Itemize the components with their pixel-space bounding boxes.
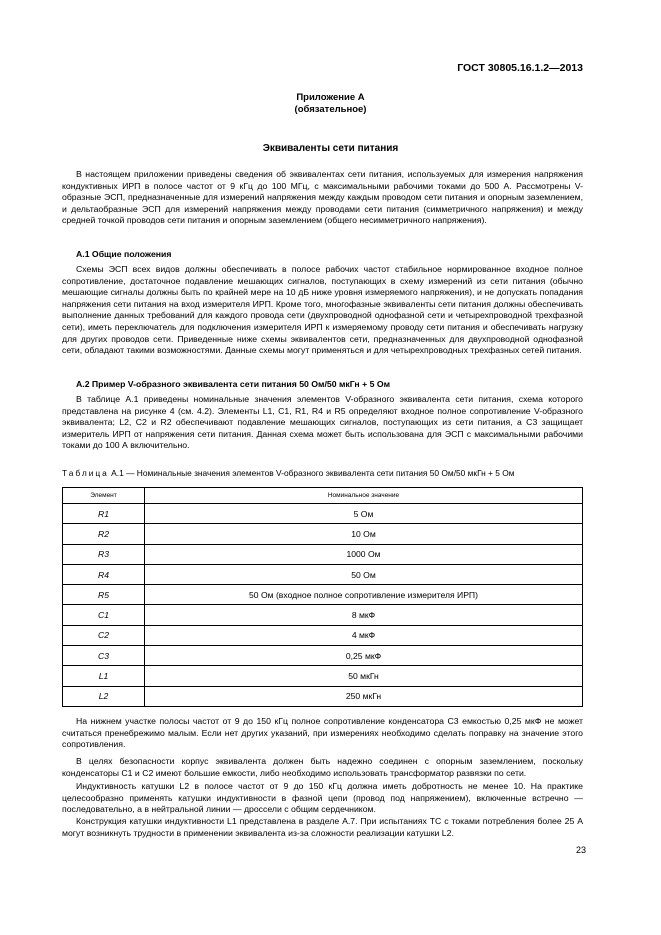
element-cell: C1 bbox=[63, 605, 145, 625]
value-cell: 50 Ом (входное полное сопротивление измерителя ИРП) bbox=[145, 585, 583, 605]
table-row bbox=[63, 564, 583, 584]
appendix-subtitle: (обязательное) bbox=[294, 104, 367, 115]
note-c3-paragraph: На нижнем участке полосы частот от 9 до 150 кГц полное сопротивление конденсатора C3 емкостью 0,25 мкФ не может считаться пренебрежимо малым. Если нет других указаний, при измерениях необходимо сделать поправку на значение этого сопротивления. bbox=[62, 716, 583, 750]
table-row bbox=[63, 646, 583, 666]
l1-paragraph: Конструкция катушки индуктивности L1 представлена в разделе А.7. При испытаниях ТС с токами потребления более 25 А могут возникнуть трудности в применении эквивалента из-за сложности реализации катушки L2. bbox=[62, 816, 583, 838]
value-cell: 8 мкФ bbox=[145, 605, 583, 625]
a1-paragraph: Схемы ЭСП всех видов должны обеспечивать в полосе рабочих частот стабильное нормированное входное полное сопротивление, достаточное подавление мешающих сигналов, поступающих в схему измерений из сети питания (обычно мешающие сигналы должны быть по крайней мере на 10 дБ ниже уровня измеряемого напряжения), и не допускать попадания напряжения сети питания на вход измерителя ИРП. Кроме того, многофазные эквиваленты сети питания должны обеспечивать выполнение данных требований для каждого провода сети (двухпроводной однофазной сети и четырехпроводной трехфазной сети), иметь переключатель для подключения измерителя ИРП к измеряемому проводу сети питания и обеспечивать нагрузку для других проводов сети. Приведенные ниже схемы эквивалентов сети, предназначенных для двухпроводной однофазной сети, обладают такими возможностями. Данные схемы могут применяться и для четырехпроводных трехфазных сетей питания. bbox=[62, 264, 583, 356]
header-value: Номинальное значение bbox=[145, 488, 583, 504]
value-cell: 50 Ом bbox=[145, 564, 583, 584]
header-element: Элемент bbox=[63, 488, 145, 504]
table-row bbox=[63, 524, 583, 544]
value-cell: 1000 Ом bbox=[145, 544, 583, 564]
table-row bbox=[63, 666, 583, 686]
value-cell: 5 Ом bbox=[145, 504, 583, 524]
a1-heading: А.1 Общие положения bbox=[76, 249, 172, 259]
value-cell: 250 мкГн bbox=[145, 686, 583, 706]
a2-paragraph: В таблице А.1 приведены номинальные значения элементов V-образного эквивалента сети питания, схема которого представлена на рисунке 4 (см. 4.2). Элементы L1, C1, R1, R4 и R5 определяют входное полное сопротивление V-образного эквивалента; L2, C2 и R2 обеспечивают подавление мешающих сигналов, поступающих из сети питания, а C3 защищает измеритель ИРП от напряжения сети питания. Данная схема может быть использована для ЭСП с максимальными рабочими токами до 100 А включительно. bbox=[62, 394, 583, 451]
table-caption-prefix: Таблица bbox=[62, 468, 109, 478]
element-cell: R1 bbox=[63, 504, 145, 524]
table-header-row bbox=[63, 488, 583, 504]
page-number: 23 bbox=[575, 845, 586, 855]
safety-paragraph: В целях безопасности корпус эквивалента должен быть надежно соединен с опорным заземлением, поскольку конденсаторы C1 и C2 имеют большие емкости, либо необходимо использовать трансформатор развязки по сети. bbox=[62, 756, 583, 778]
standard-number: ГОСТ 30805.16.1.2—2013 bbox=[457, 62, 583, 74]
table-row bbox=[63, 605, 583, 625]
section-title: Эквиваленты сети питания bbox=[262, 143, 399, 154]
value-cell: 0,25 мкФ bbox=[145, 646, 583, 666]
intro-paragraph: В настоящем приложении приведены сведения об эквивалентах сети питания, используемых для измерения напряжения кондуктивных ИРП в полосе частот от 9 кГц до 100 МГц, с максимальными рабочими токами до 500 А. Рассмотрены V-образные ЭСП, предназначенные для измерений напряжения между каждым проводом сети питания и опорным заземлением, и дельтаобразные ЭСП для измерений напряжения между проводами сети питания (симметричного напряжения) и между средней точкой проводов сети питания и опорным заземлением (общего несимметричного напряжения). bbox=[62, 169, 583, 226]
element-cell: C3 bbox=[63, 646, 145, 666]
element-cell: R4 bbox=[63, 564, 145, 584]
element-cell: L1 bbox=[63, 666, 145, 686]
table-caption-text: А.1 — Номинальные значения элементов V-образного эквивалента сети питания 50 Ом/50 мкГн + 5 Ом bbox=[108, 468, 515, 478]
l2-paragraph: Индуктивность катушки L2 в полосе частот от 9 до 150 кГц должна иметь добротность не менее 10. На практике целесообразно применять катушки индуктивности в фазной цепи (провод под напряжением), включенные встречно — последовательно, а в нейтральной линии — дроссели с общим сердечником. bbox=[62, 781, 583, 815]
element-cell: R5 bbox=[63, 585, 145, 605]
table-row bbox=[63, 504, 583, 524]
table-row bbox=[63, 625, 583, 645]
value-cell: 10 Ом bbox=[145, 524, 583, 544]
elements-table bbox=[62, 487, 583, 707]
element-cell: R3 bbox=[63, 544, 145, 564]
value-cell: 50 мкГн bbox=[145, 666, 583, 686]
element-cell: R2 bbox=[63, 524, 145, 544]
element-cell: C2 bbox=[63, 625, 145, 645]
table-row bbox=[63, 585, 583, 605]
a2-heading: А.2 Пример V-образного эквивалента сети питания 50 Ом/50 мкГн + 5 Ом bbox=[76, 379, 391, 389]
table-caption bbox=[62, 468, 592, 478]
table-row bbox=[63, 686, 583, 706]
element-cell: L2 bbox=[63, 686, 145, 706]
value-cell: 4 мкФ bbox=[145, 625, 583, 645]
appendix-title: Приложение А bbox=[296, 92, 365, 103]
table-row bbox=[63, 544, 583, 564]
